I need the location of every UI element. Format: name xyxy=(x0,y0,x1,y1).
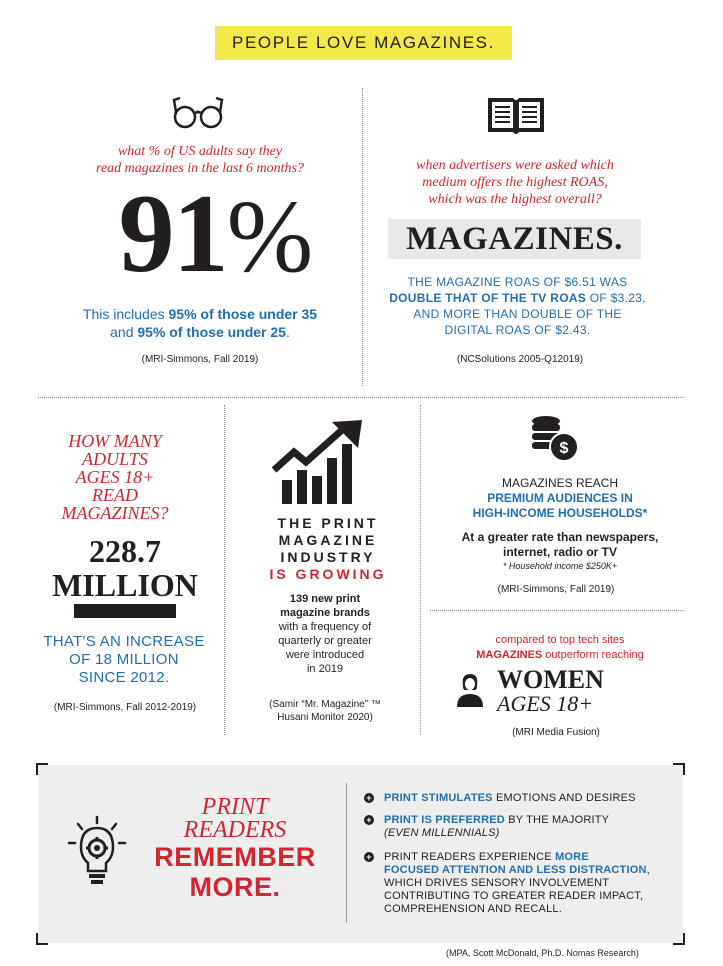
source-roas: (NCSolutions 2005-Q12019) xyxy=(456,354,584,365)
plus-bullet-icon: + xyxy=(364,852,374,862)
source-premium: (MRI-Simmons, Fall 2019) xyxy=(497,584,615,595)
divider-bar xyxy=(74,604,176,618)
open-book-icon xyxy=(485,94,547,138)
plus-bullet-icon: + xyxy=(364,815,374,825)
lightbulb-gear-icon xyxy=(66,815,128,887)
detail-139-brands: 139 new print magazine brands with a frequency of quarterly or greater were introduced in 2019 xyxy=(278,593,372,675)
detail-91: This includes 95% of those under 35 and 95% of those under 25. xyxy=(82,306,318,340)
source-91: (MRI-Simmons, Fall 2019) xyxy=(141,354,259,365)
glasses-icon xyxy=(172,96,224,130)
headline-premium-audiences: MAGAZINES REACH PREMIUM AUDIENCES IN HIGH-INCOME HOUSEHOLDS* xyxy=(472,476,648,520)
source-women: (MRI Media Fusion) xyxy=(512,727,600,738)
plus-bullet-icon: + xyxy=(364,793,374,803)
question-adults-read: what % of US adults say they read magazines in the last 6 months? xyxy=(96,144,304,176)
detail-roas: THE MAGAZINE ROAS OF $6.51 WAS DOUBLE THAT OF THE TV ROAS OF $3.23, AND MORE THAN DOUBLE OF THE DIGITAL ROAS OF $2.43. xyxy=(389,275,646,337)
page-title: PEOPLE LOVE MAGAZINES. xyxy=(215,26,512,60)
stat-91-percent: 91% xyxy=(118,172,312,296)
divider-vertical-right xyxy=(420,405,421,735)
source-bottom: (MPA, Scott McDonald, Ph.D. Nomas Research) xyxy=(446,948,639,958)
svg-text:$: $ xyxy=(559,440,569,457)
detail-tech-sites: compared to top tech sites MAGAZINES outperform reaching xyxy=(476,634,644,661)
answer-magazines: MAGAZINES. xyxy=(388,219,641,259)
divider-vertical-left xyxy=(224,405,225,735)
question-how-many: HOW MANY ADULTS AGES 18+ READ MAGAZINES? xyxy=(61,431,169,523)
women-ages-18: WOMEN AGES 18+ xyxy=(497,665,604,716)
divider-panel xyxy=(346,783,347,923)
divider-vertical-top xyxy=(362,88,363,386)
source-growing: (Samir “Mr. Magazine” ™ Husani Monitor 2020) xyxy=(269,699,381,723)
stat-228-million: 228.7 MILLION xyxy=(52,533,198,603)
headline-print-growing: THE PRINT MAGAZINE INDUSTRY IS GROWING xyxy=(269,515,387,582)
divider-horizontal-right xyxy=(430,610,683,611)
question-roas: when advertisers were asked which medium offers the highest ROAS, which was the highest overall? xyxy=(416,158,614,207)
corner-bottom-right xyxy=(673,933,685,945)
corner-top-right xyxy=(673,763,685,775)
corner-top-left xyxy=(36,763,48,775)
woman-icon xyxy=(455,672,485,708)
growth-chart-icon xyxy=(272,418,364,506)
detail-greater-rate: At a greater rate than newspapers, internet, radio or TV * Household income $250K+ xyxy=(461,530,659,571)
divider-horizontal-middle xyxy=(38,397,683,398)
corner-bottom-left xyxy=(36,933,48,945)
coins-dollar-icon xyxy=(528,414,580,464)
detail-increase: THAT'S AN INCREASE OF 18 MILLION SINCE 2012. xyxy=(43,633,205,686)
source-228: (MRI-Simmons, Fall 2012-2019) xyxy=(53,702,197,713)
headline-print-readers: PRINT READERS REMEMBER MORE. xyxy=(154,794,316,902)
